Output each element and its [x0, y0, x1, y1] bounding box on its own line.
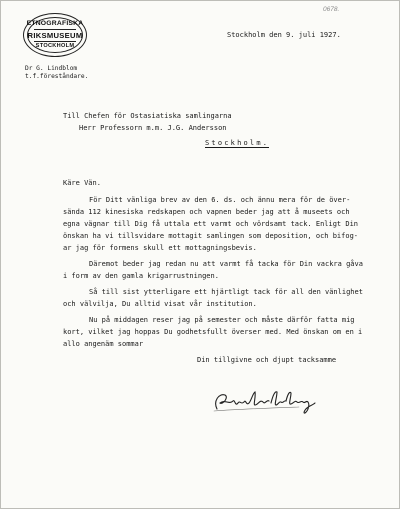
stamp-line-2: RIKSMUSEUM [27, 31, 83, 40]
archive-number: 0678. [323, 6, 340, 13]
body-line: Så till sist ytterligare ett hjärtligt tack för all den vänlighet [89, 288, 363, 296]
body-line: ar jag för formens skull ett mottagningsbevis. [63, 244, 257, 252]
stamp-divider [34, 29, 76, 30]
body-line: önskan ha vi tillsvidare mottagit samlingen som deposition, och bifog- [63, 232, 359, 240]
body-line: kort, vilket jag hoppas Du godhetsfullt överser med. Med önskan om en i [63, 328, 363, 336]
recipient-line-1: Till Chefen för Ostasiatiska samlingarna [63, 112, 232, 120]
stamp-line-3: STOCKHOLM [35, 43, 75, 49]
body-line: För Ditt vänliga brev av den 6. ds. och ännu mera för de över- [89, 196, 351, 204]
place-date: Stockholm den 9. juli 1927. [227, 31, 341, 39]
handwritten-signature [211, 389, 317, 415]
body-line: allo angenäm sommar [63, 340, 144, 348]
recipient-city-text: Stockholm. [205, 139, 270, 147]
body-line: i form av den gamla krigarrustningen. [63, 272, 219, 280]
body-line: egna vägnar till Dig få uttala ett varmt och vördsamt tack. Enligt Din [63, 220, 359, 228]
recipient-city [205, 139, 269, 148]
museum-stamp [23, 13, 87, 57]
recipient-line-2: Herr Professorn m.m. J.G. Andersson [79, 124, 227, 132]
body-line: och välvilja, Du alltid visat vår institution. [63, 300, 257, 308]
closing: Din tillgivne och djupt tacksamme [197, 356, 337, 364]
body-line: Nu på middagen reser jag på semester och måste därför fatta mig [89, 316, 355, 324]
salutation: Käre Vän. [63, 179, 101, 187]
body-line: sända 112 kinesiska redskapen och vapnen beder jag att å museets och [63, 208, 350, 216]
stamp-line-1: ETNOGRAFISKA [26, 20, 84, 27]
sender-title: t.f.föreståndare. [25, 73, 89, 80]
stamp-divider [34, 41, 76, 42]
letter-page [1, 1, 399, 508]
sender-name: Dr G. Lindblom [25, 65, 78, 72]
body-line: Däremot beder jag redan nu att varmt få tacka för Din vackra gåva [89, 260, 363, 268]
